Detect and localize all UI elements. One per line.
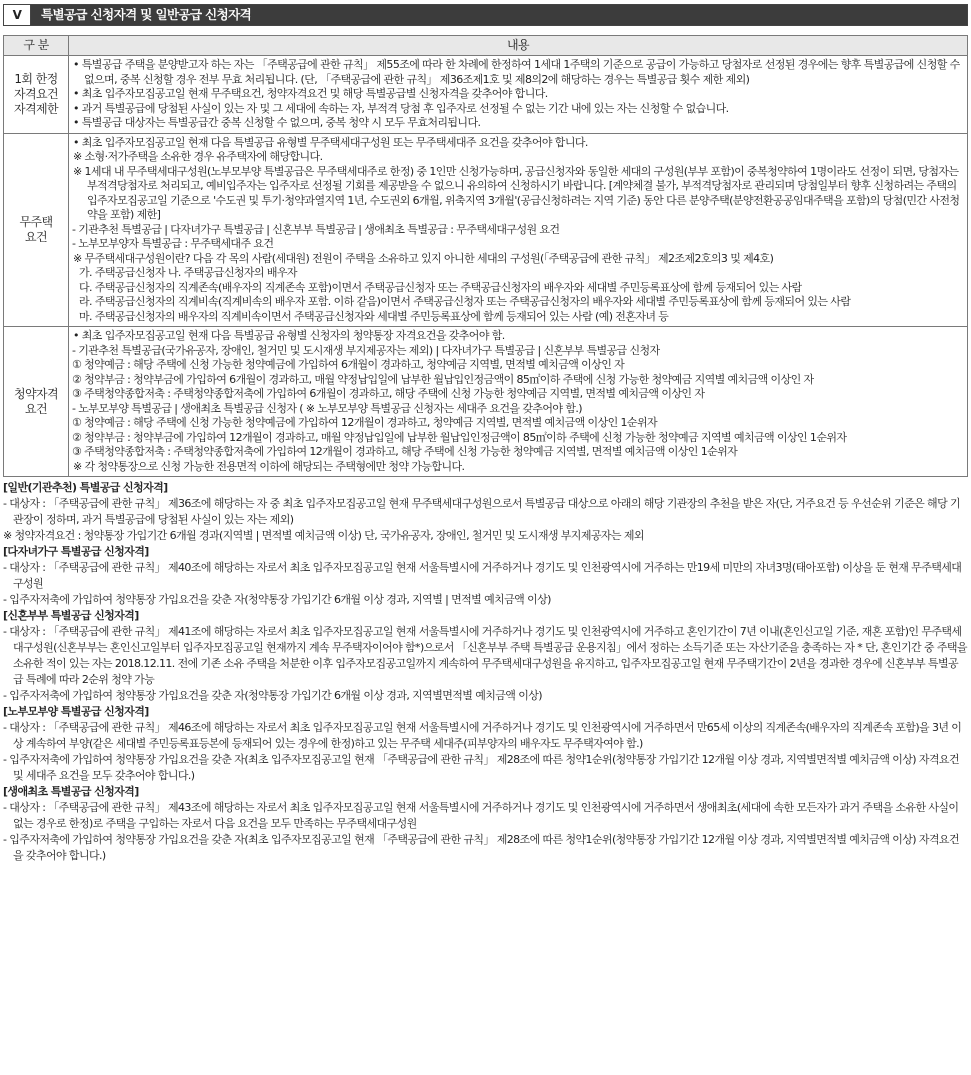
table-row [4, 56, 968, 134]
detail-line: - 입주자저축에 가입하여 청약통장 가입요건을 갖춘 자(최초 입주자모집공고일 현재 「주택공급에 관한 규칙」 제28조에 따른 청약1순위(청약통장 가입기간 12개월 이상 경과, 지역별면적별 예치금액 이상) 자격요건 및 세대주 요건을 모두 갖추어야 합니다.) [3, 753, 959, 782]
table-row [4, 133, 968, 327]
detail-line: - 대상자 : 「주택공급에 관한 규칙」 제40조에 해당하는 자로서 최초 입주자모집공고일 현재 서울특별시에 거주하거나 경기도 및 인천광역시에 거주하는 만19세 미만의 자녀3명(태아포함) 이상을 둔 현재 무주택세대구성원 [3, 561, 962, 590]
detail-heading: [신혼부부 특별공급 신청자격] [3, 609, 139, 622]
detail-newlywed [3, 608, 968, 704]
table-header-row [4, 36, 968, 56]
content-line: ① 청약예금 : 해당 주택에 신청 가능한 청약예금에 가입하여 6개월이 경과하고, 청약예금 지역별, 면적별 예치금액 이상인 자 [72, 358, 625, 371]
detail-line: - 입주자저축에 가입하여 청약통장 가입요건을 갖춘 자(청약통장 가입기간 6개월 이상 경과, 지역별 | 면적별 예치금액 이상) [3, 593, 551, 606]
detail-elderly-support [3, 704, 968, 784]
detail-line: - 대상자 : 「주택공급에 관한 규칙」 제36조에 해당하는 자 중 최초 입주자모집공고일 현재 무주택세대구성원으로서 특별공급 대상으로 아래의 해당 기관장의 추천을 받은 자(단, 거주요건 등 우선순위 기준은 해당 기관장이 정하며, 과거 특별공급에 당첨된 사실이 있는 자는 제외) [3, 497, 961, 526]
content-line: 마. 주택공급신청자의 배우자의 직계비속이면서 주택공급신청자와 세대별 주민등록표상에 함께 등재되어 있는 사람 (예) 전혼자녀 등 [79, 309, 669, 323]
detail-heading: [일반(기관추천) 특별공급 신청자격] [3, 481, 168, 494]
content-line: ※ 소형·저가주택을 소유한 경우 유주택자에 해당합니다. [73, 150, 323, 163]
column-header-content: 내용 [69, 36, 968, 56]
row-category [4, 133, 69, 327]
detail-first-time [3, 784, 968, 864]
table-row [4, 327, 968, 477]
content-line: - 기관추천 특별공급 | 다자녀가구 특별공급 | 신혼부부 특별공급 | 생애최초 특별공급 : 무주택세대구성원 요건 [72, 222, 560, 236]
row-content [69, 56, 968, 134]
content-line: 가. 주택공급신청자 나. 주택공급신청자의 배우자 [79, 266, 297, 279]
section-header [3, 4, 968, 26]
content-line: ③ 주택청약종합저축 : 주택청약종합저축에 가입하여 12개월이 경과하고, 해당 주택에 신청 가능한 청약예금 지역별, 면적별 예치금액 이상인 1순위자 [72, 445, 738, 458]
content-line: • 특별공급 주택을 분양받고자 하는 자는 「주택공급에 관한 규칙」 제55조에 따라 한 차례에 한정하여 1세대 1주택의 기준으로 공급이 가능하고 당첨자로 선정된 경우에는 향후 특별공급에 신청할 수 없으며, 중복 신청할 경우 전부 무효 처리됩니다. (단, 「주택공급에 관한 규칙」 제36조제1호 및 제8의2에 해당하는 경우는 특별공급 횟수 제한 제외) [73, 58, 960, 86]
content-line: ※ 각 청약통장으로 신청 가능한 전용면적 이하에 해당되는 주택형에만 청약 가능합니다. [73, 459, 465, 473]
row-category [4, 327, 69, 477]
detail-line: ※ 청약자격요건 : 청약통장 가입기간 6개월 경과(지역별 | 면적별 예치금액 이상) 단, 국가유공자, 장애인, 철거민 및 도시재생 부지제공자는 제외 [3, 529, 644, 542]
content-line: • 최초 입주자모집공고일 현재 무주택요건, 청약자격요건 및 해당 특별공급별 신청자격을 갖추어야 합니다. [73, 87, 548, 100]
content-line: • 최초 입주자모집공고일 현재 다음 특별공급 유형별 신청자의 청약통장 자격요건을 갖추어야 함. [73, 329, 505, 342]
detail-heading: [생애최초 특별공급 신청자격] [3, 785, 139, 798]
content-line: ② 청약부금 : 청약부금에 가입하여 12개월이 경과하고, 매월 약정납입일에 납부한 월납입인정금액이 85㎡이하 주택에 신청 가능한 청약예금 지역별 예치금액 이상인 1순위자 [72, 430, 847, 444]
detail-institution [3, 480, 968, 544]
qualification-table [3, 35, 968, 477]
category-line: 청약자격 [14, 386, 58, 401]
category-line: 자격요건 [14, 86, 58, 101]
section-title: 특별공급 신청자격 및 일반공급 신청자격 [31, 5, 967, 25]
content-line: 다. 주택공급신청자의 직계존속(배우자의 직계존속 포함)이면서 주택공급신청자 또는 주택공급신청자의 배우자와 세대별 주민등록표상에 함께 등재되어 있는 사람 [79, 280, 802, 294]
category-line: 1회 한정 [14, 71, 58, 86]
content-line: ※ 1세대 내 무주택세대구성원(노부모부양 특별공급은 무주택세대주로 한정) 중 1인만 신청가능하며, 공급신청자와 동일한 세대의 구성원(부부 포함)이 중복청약하여 1명이라도 선정이 되면, 당첨자는 부적격당첨자로 처리되고, 예비입주자는 입주자로 선정될 기회를 제공받을 수 없으니 유의하여 신청하시기 바랍니다. [계약체결 불가, 부적격당첨자로 관리되며 당첨일부터 향후 신청하려는 주택의 입주자모집공고일 기준으로 '수도권 및 투기·청약과열지역 1년, 수도권외 6개월, 위축지역 3개월'(공급신청하려는 지역 기준) 동안 다른 분양주택(분양전환공공임대주택을 포함)의 당첨(민간 사전청약을 포함) 제한] [73, 164, 960, 221]
content-line: • 특별공급 대상자는 특별공급간 중복 신청할 수 없으며, 중복 청약 시 모두 무효처리됩니다. [73, 116, 481, 129]
row-content [69, 133, 968, 327]
content-line: • 과거 특별공급에 당첨된 사실이 있는 자 및 그 세대에 속하는 자, 부적격 당첨 후 입주자로 선정될 수 없는 기간 내에 있는 자는 신청할 수 없습니다. [73, 101, 729, 115]
category-line: 요건 [25, 401, 47, 416]
category-line: 요건 [25, 229, 47, 244]
content-line: - 노부모부양자 특별공급 : 무주택세대주 요건 [72, 237, 274, 250]
detail-line: - 입주자저축에 가입하여 청약통장 가입요건을 갖춘 자(최초 입주자모집공고일 현재 「주택공급에 관한 규칙」 제28조에 따른 청약1순위(청약통장 가입기간 12개월 이상 경과, 지역별면적별 예치금액 이상) 자격요건을 갖추어야 합니다.) [3, 833, 959, 862]
detail-line: - 대상자 : 「주택공급에 관한 규칙」 제43조에 해당하는 자로서 최초 입주자모집공고일 현재 서울특별시에 거주하거나 경기도 및 인천광역시에 거주하면서 생애최초(세대에 속한 모든자가 과거 주택을 소유한 사실이 없는 경우로 한정)로 주택을 구입하는 자로서 다음 요건을 모두 만족하는 무주택세대구성원 [3, 801, 959, 830]
content-line: • 최초 입주자모집공고일 현재 다음 특별공급 유형별 무주택세대구성원 또는 무주택세대주 요건을 갖추어야 합니다. [73, 135, 588, 149]
content-line: - 노부모부양 특별공급 | 생애최초 특별공급 신청자 ( ※ 노부모부양 특별공급 신청자는 세대주 요건을 갖추어야 함.) [72, 401, 582, 415]
content-line: ※ 무주택세대구성원이란? 다음 각 목의 사람(세대원) 전원이 주택을 소유하고 있지 아니한 세대의 구성원(「주택공급에 관한 규칙」 제2조제2호의3 및 제4호) [73, 251, 774, 265]
row-content [69, 327, 968, 477]
detail-line: - 입주자저축에 가입하여 청약통장 가입요건을 갖춘 자(청약통장 가입기간 6개월 이상 경과, 지역별면적별 예치금액 이상) [3, 689, 542, 702]
category-line: 자격제한 [14, 101, 58, 116]
content-line: 라. 주택공급신청자의 직계비속(직계비속의 배우자 포함. 이하 같음)이면서 주택공급신청자 또는 주택공급신청자의 배우자와 세대별 주민등록표상에 함께 등재되어 있는 사람 [79, 295, 851, 308]
content-line: ③ 주택청약종합저축 : 주택청약종합저축에 가입하여 6개월이 경과하고, 해당 주택에 신청 가능한 청약예금 지역별, 면적별 예치금액 이상인 자 [72, 387, 705, 400]
detail-heading: [다자녀가구 특별공급 신청자격] [3, 545, 149, 558]
row-category [4, 56, 69, 134]
detail-line: - 대상자 : 「주택공급에 관한 규칙」 제41조에 해당하는 자로서 최초 입주자모집공고일 현재 서울특별시에 거주하거나 경기도 및 인천광역시에 거주하고 혼인기간이 7년 이내(혼인신고일 기준, 재혼 포함)인 무주택세대구성원(신혼부부는 혼인신고일부터 입주자모집공고일 현재까지 계속 무주택자이어야 함*)으로서 「신혼부부 주택 특별공급 운용지침」에서 정하는 소득기준 또는 자산기준을 충족하는 자 * 단, 혼인기간 중 주택을 소유한 적이 있는 자는 2018.12.11. 전에 기존 소유 주택을 처분한 이후 입주자모집공고일까지 계속하여 무주택세대구성원을 유지하고, 입주자모집공고일 현재 무주택기간이 2년을 경과한 경우에 신혼부부 특별공급 특례에 따라 2순위 청약 가능 [3, 625, 967, 686]
content-line: ② 청약부금 : 청약부금에 가입하여 6개월이 경과하고, 매월 약정납입일에 납부한 월납입인정금액이 85㎡이하 주택에 신청 가능한 청약예금 지역별 예치금액 이상인 자 [72, 372, 814, 386]
content-line: ① 청약예금 : 해당 주택에 신청 가능한 청약예금에 가입하여 12개월이 경과하고, 청약예금 지역별, 면적별 예치금액 이상인 1순위자 [72, 416, 657, 429]
content-line: - 기관추천 특별공급(국가유공자, 장애인, 철거민 및 도시재생 부지제공자는 제외) | 다자녀가구 특별공급 | 신혼부부 특별공급 신청자 [72, 343, 660, 357]
detail-line: - 대상자 : 「주택공급에 관한 규칙」 제46조에 해당하는 자로서 최초 입주자모집공고일 현재 서울특별시에 거주하거나 경기도 및 인천광역시에 거주하면서 만65세 이상의 직계존속(배우자의 직계존속 포함)을 3년 이상 계속하여 부양(같은 세대별 주민등록표등본에 등재되어 있는 경우에 한정)하고 있는 무주택 세대주(피부양자의 배우자도 무주택자여야 함.) [3, 721, 962, 750]
detail-sections [3, 480, 968, 864]
section-number: V [4, 5, 31, 25]
column-header-category: 구 분 [4, 36, 69, 56]
category-line: 무주택 [19, 214, 53, 229]
detail-heading: [노부모부양 특별공급 신청자격] [3, 705, 149, 718]
detail-multichild [3, 544, 968, 608]
